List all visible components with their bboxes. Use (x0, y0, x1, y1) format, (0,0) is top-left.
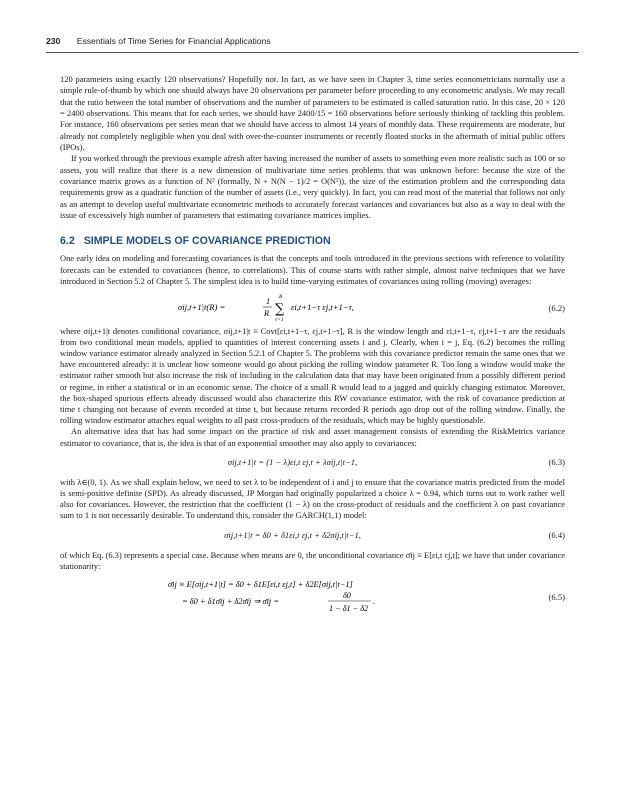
paragraph-riskmetrics: An alternative idea that has had some impact on the practice of risk and asset management consists of extending the RiskMetrics variance estimator to covariance, that is, the idea is that of an exponential smoother may also apply to covariances: (60, 426, 565, 448)
equation-6-5-svg (168, 577, 418, 615)
page-number: 230 (46, 36, 61, 46)
equation-6-3-number: (6.3) (548, 456, 565, 467)
eq62-frac-num: 1 (265, 296, 270, 306)
running-header (46, 36, 579, 52)
equation-6-2-number: (6.2) (548, 302, 565, 313)
eq65-frac-num: δ0 (342, 590, 351, 600)
eq62-sum-bot: τ=1 (274, 316, 284, 322)
eq62-sum-top: R (278, 293, 282, 300)
running-title: Essentials of Time Series for Financial Applications (76, 36, 271, 46)
eq62-frac-den: R (263, 308, 269, 318)
paragraph-intro: One early idea on modeling and forecasting covariances is that the concepts and tools introduced in the previous sections with reference to volatility forecasts can be extended to covariances (hence, to correlations). This of course starts with rather simple, almost naive techniques that we have introduced in Section 5.2 of Chapter 5. The simplest idea is to build time-varying estimates of covariances using rolling (moving) averages: (60, 253, 565, 287)
paragraph-rolling-window: where σij,t+1|t denotes conditional covariance, σij,t+1|t ≡ Covt[εi,t+1−τ, εj,t+1−τ], R is the window length and εi,t+1−τ, εj,t+1−τ are the residuals from two conditional mean models, applied to quantities of interest concerning assets i and j. Clearly, when i = j, Eq. (6.2) becomes the rolling window variance estimator already analyzed in Section 5.2.1 of Chapter 5. The problems with this covariance predictor remain the same ones that we have encountered already: it is unclear how someone would go about picking the rolling window parameter R. Too long a window would make the estimator rather smooth but also increase the risk of including in the calculation data that may have been originated from a possibly different period or regime, in either a statistical or in an economic sense. The choice of a small R would lead to a jagged and quickly changing estimator. Moreover, the box-shaped spurious effects already discussed would also characterize this RW covariance estimator, with the risk of covariance prediction at time t changing not because of events recorded at time t, but because returns recorded R periods ago drop out of the rolling window. Finally, the rolling window estimator attaches equal weights to all past cross-products of the residuals, which may be highly questionable. (60, 325, 565, 426)
eq62-sigma-icon: ∑ (274, 301, 284, 317)
eq65-line2-end: . (372, 596, 375, 606)
paragraph-dimension: If you worked through the previous example afresh after having increased the number of assets to something even more realistic such as 100 or so assets, you will realize that there is a new dimension of multivariate time series problems that was unknown before: because the size of the covariance matrix grows as a function of N² (formally, N + N(N − 1)/2 = O(N²)), the size of the estimation problem and the corresponding data requirements grow as a quadratic function of the number of assets (i.e., very quickly). In fact, you can read most of the material that follows not only as an attempt to develop useful multivariate econometric methods to accurately forecast variances and covariances but also as a way to deal with the issue of excessively high number of parameters that estimating covariance matrices implies. (60, 153, 565, 221)
eq65-line1: σ̄ij ≡ E[σij,t+1|t] = δ0 + δ1E[εi,t εj,t] + δ2E[σij,t|t−1] (167, 579, 353, 589)
equation-6-2-body (60, 294, 525, 324)
equation-6-5 (60, 577, 565, 613)
paragraph-lambda: with λ∈(0, 1). As we shall explain below, we need to set λ to be independent of i and j to ensure that the covariance matrix predicted from the model is semi-positive definite (SPD). As already discussed, JP Morgan had originally popularized a choice λ = 0.94, which turns out to work rather well also for covariances. However, the restriction that the coefficient (1 − λ) on the cross-product of residuals and the coefficient λ on past covariance sum to 1 is not necessarily desirable. To understand this, consider the GARCH(1,1) model: (60, 476, 565, 521)
paragraph-garch: of which Eq. (6.3) represents a special case. Because when means are 0, the unconditional covariance σ̄ij ≡ E[εi,t εj,t]; we have that under covariance stationarity: (60, 549, 565, 571)
header-rule (46, 52, 579, 53)
eq65-frac-den: 1 − δ1 − δ2 (328, 603, 368, 613)
equation-6-2-svg (178, 294, 408, 322)
equation-6-5-body (60, 577, 525, 617)
equation-6-3-body: σij,t+1|t = (1 − λ)εi,t εj,t + λσij,t|t−1, (227, 456, 358, 467)
equation-6-2 (60, 294, 565, 320)
eq62-lhs: σij,t+1|t(R) = (177, 301, 225, 312)
eq65-line2-left: = δ0 + δ1σ̄ij + δ2σ̄ij ⇒ σ̄ij = (181, 596, 279, 606)
equation-6-4-number: (6.4) (548, 529, 565, 540)
section-number: 6.2 (60, 235, 75, 248)
section-heading (60, 235, 565, 247)
paragraph-saturation: 120 parameters using exactly 120 observations? Hopefully not. In fact, as we have seen in Chapter 3, time series econometricians normally use a simple rule-of-thumb by which one should always have 20 observations per parameter before proceeding to any econometric analysis. We may recall that the ratio between the total number of observations and the number of parameters to be estimated is called saturation ratio. In this case, 20 × 120 = 2400 observations. This means that for each series, we should have 2400/15 = 160 observations before seriously thinking of tackling this problem. For instance, 160 observations per series mean that we should have access to almost 14 years of monthly data. These requirements are moderate, but already not completely negligible when you deal with over-the-counter instruments or recently floated stocks in the aftermath of initial public offers (IPOs). (60, 74, 565, 153)
eq62-rhs: εi,t+1−τ εj,t+1−τ, (290, 301, 354, 312)
equation-6-4-body: σij,t+1|t = δ0 + δ1εi,t εj,t + δ2σij,t|t−1, (224, 529, 361, 540)
equation-6-5-number: (6.5) (548, 591, 565, 602)
section-title: SIMPLE MODELS OF COVARIANCE PREDICTION (83, 235, 331, 248)
page-body (60, 74, 565, 618)
equation-6-3 (60, 456, 565, 470)
equation-6-4 (60, 529, 565, 543)
